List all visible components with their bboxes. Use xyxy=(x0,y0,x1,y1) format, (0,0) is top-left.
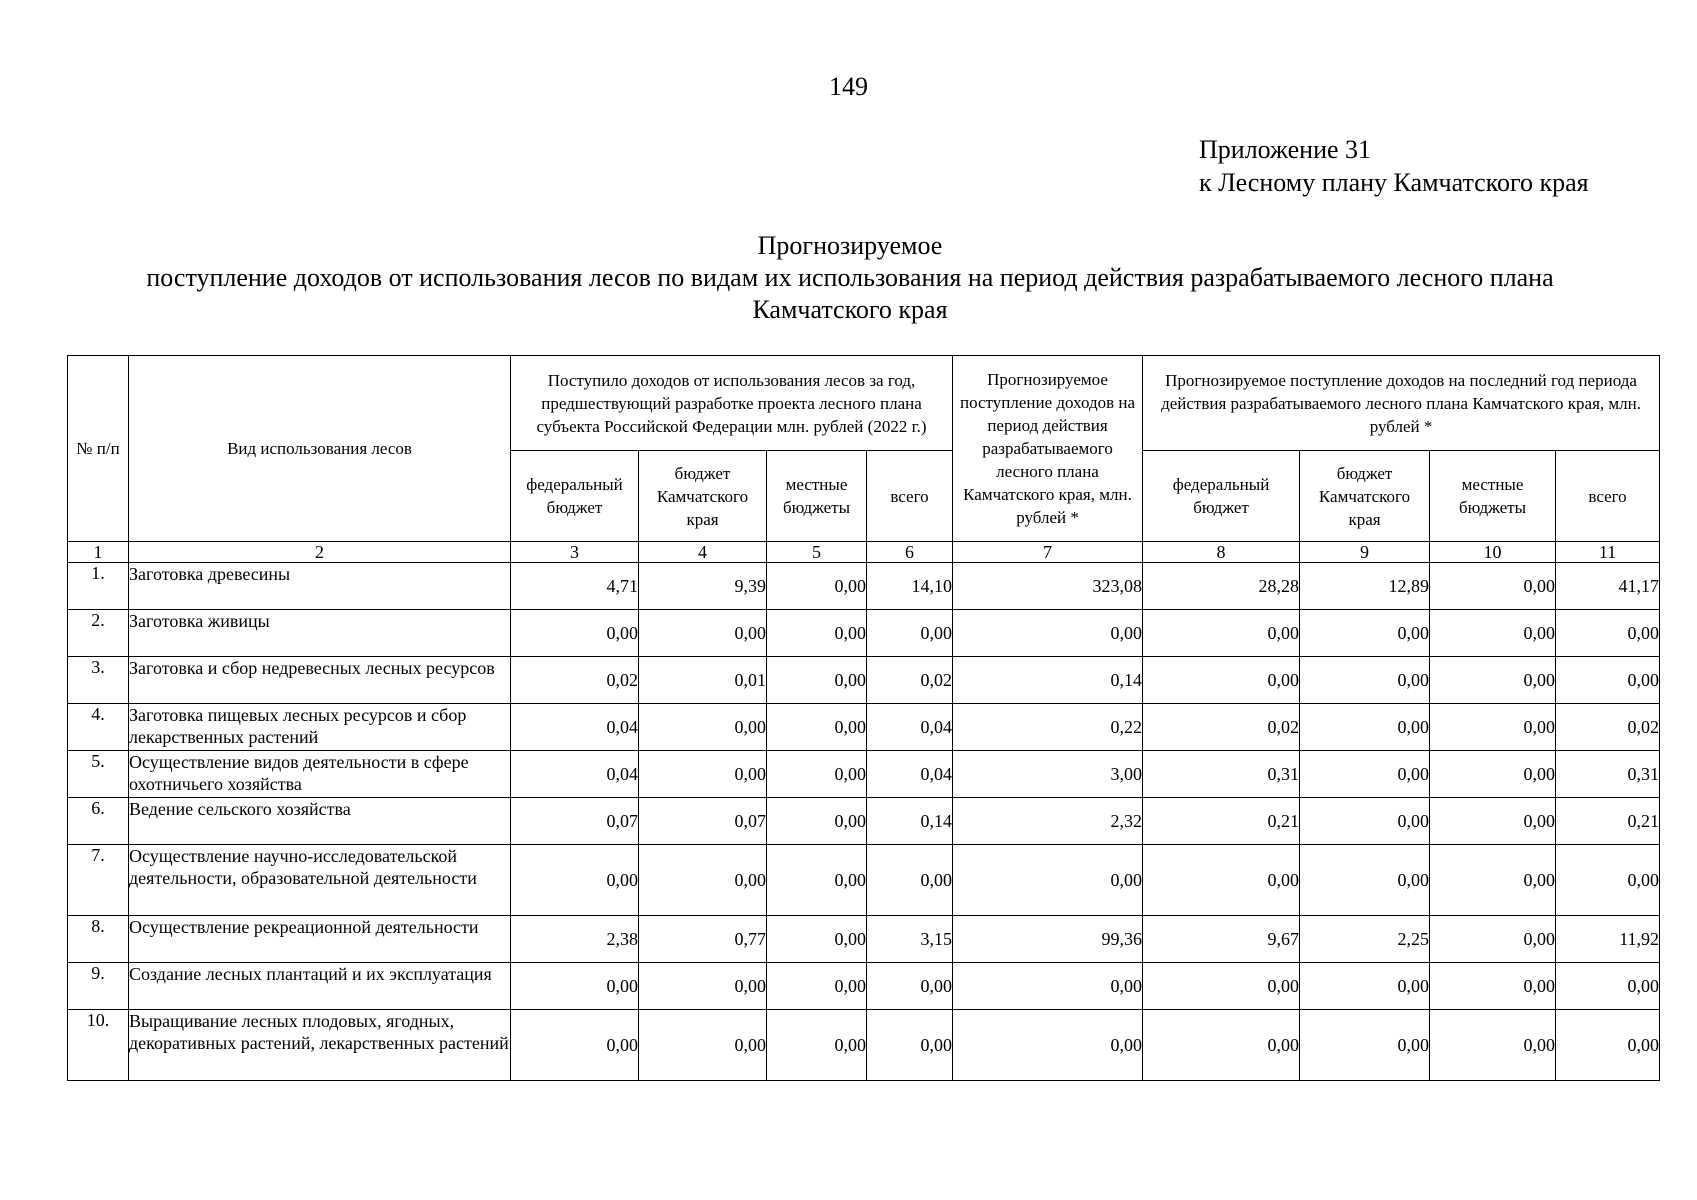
cell-value: 0,00 xyxy=(767,963,867,1010)
cell-value: 0,00 xyxy=(1430,751,1556,798)
cell-value: 0,07 xyxy=(639,798,767,845)
cell-value: 0,01 xyxy=(639,657,767,704)
forest-use-name: Заготовка пищевых лесных ресурсов и сбор лекарственных растений xyxy=(129,704,511,751)
cell-value: 3,00 xyxy=(953,751,1143,798)
cell-value: 0,00 xyxy=(953,1010,1143,1081)
cell-value: 11,92 xyxy=(1556,916,1660,963)
cell-value: 0,00 xyxy=(1430,916,1556,963)
forest-use-name: Заготовка живицы xyxy=(129,610,511,657)
cell-value: 0,00 xyxy=(1143,657,1300,704)
forest-use-name: Осуществление видов деятельности в сфере охотничьего хозяйства xyxy=(129,751,511,798)
cell-value: 3,15 xyxy=(867,916,953,963)
cell-value: 0,00 xyxy=(867,610,953,657)
cell-value: 0,00 xyxy=(511,845,639,916)
title-line-3: Камчатского края xyxy=(752,295,948,324)
cell-value: 0,00 xyxy=(1556,610,1660,657)
cell-value: 0,00 xyxy=(1556,845,1660,916)
cell-value: 0,00 xyxy=(1430,845,1556,916)
cell-value: 0,00 xyxy=(867,1010,953,1081)
cell-value: 0,00 xyxy=(767,610,867,657)
column-number: 9 xyxy=(1300,542,1430,563)
cell-value: 2,25 xyxy=(1300,916,1430,963)
forest-use-name: Создание лесных плантаций и их эксплуатация xyxy=(129,963,511,1010)
cell-value: 0,00 xyxy=(1430,610,1556,657)
cell-value: 0,00 xyxy=(1300,657,1430,704)
column-number: 8 xyxy=(1143,542,1300,563)
cell-value: 0,14 xyxy=(953,657,1143,704)
cell-value: 0,00 xyxy=(953,845,1143,916)
cell-value: 0,00 xyxy=(1143,845,1300,916)
cell-value: 0,00 xyxy=(1300,751,1430,798)
header-local-budgets: местные бюджеты xyxy=(767,451,867,542)
table-row xyxy=(68,751,1660,798)
cell-value: 4,71 xyxy=(511,563,639,610)
cell-value: 0,00 xyxy=(1430,704,1556,751)
title-line-1: Прогнозируемое xyxy=(757,231,943,260)
column-number: 1 xyxy=(68,542,129,563)
document-title xyxy=(60,230,1640,326)
cell-value: 0,31 xyxy=(1143,751,1300,798)
column-number: 6 xyxy=(867,542,953,563)
cell-value: 0,00 xyxy=(639,963,767,1010)
cell-value: 0,00 xyxy=(767,845,867,916)
cell-value: 0,00 xyxy=(1556,657,1660,704)
column-number: 5 xyxy=(767,542,867,563)
page-number: 149 xyxy=(829,72,868,101)
cell-value: 0,02 xyxy=(1143,704,1300,751)
cell-value: 0,00 xyxy=(767,704,867,751)
cell-value: 0,00 xyxy=(953,610,1143,657)
cell-value: 0,00 xyxy=(1300,963,1430,1010)
cell-value: 323,08 xyxy=(953,563,1143,610)
column-number-row xyxy=(68,542,1660,563)
cell-value: 0,00 xyxy=(1300,845,1430,916)
table-row xyxy=(68,563,1660,610)
cell-value: 0,21 xyxy=(1556,798,1660,845)
cell-value: 0,00 xyxy=(767,798,867,845)
column-number: 2 xyxy=(129,542,511,563)
cell-value: 0,00 xyxy=(1556,1010,1660,1081)
cell-value: 9,39 xyxy=(639,563,767,610)
table-row xyxy=(68,704,1660,751)
cell-value: 14,10 xyxy=(867,563,953,610)
forest-use-name: Ведение сельского хозяйства xyxy=(129,798,511,845)
header-total: всего xyxy=(1556,451,1660,542)
header-forecast-period: Прогнозируемое поступление доходов на период действия разрабатываемого лесного плана Камчатского края, млн. рублей * xyxy=(953,356,1143,542)
cell-value: 0,00 xyxy=(639,1010,767,1081)
cell-value: 0,00 xyxy=(767,1010,867,1081)
cell-value: 0,00 xyxy=(639,610,767,657)
row-number: 10. xyxy=(68,1010,129,1081)
cell-value: 0,00 xyxy=(639,751,767,798)
column-number: 3 xyxy=(511,542,639,563)
cell-value: 0,04 xyxy=(511,704,639,751)
table-row xyxy=(68,963,1660,1010)
cell-value: 0,00 xyxy=(1143,963,1300,1010)
table-row xyxy=(68,798,1660,845)
forest-use-name: Осуществление научно-исследовательской деятельности, образовательной деятельности xyxy=(129,845,511,916)
cell-value: 0,02 xyxy=(511,657,639,704)
cell-value: 0,07 xyxy=(511,798,639,845)
row-number: 5. xyxy=(68,751,129,798)
cell-value: 2,38 xyxy=(511,916,639,963)
cell-value: 0,00 xyxy=(511,963,639,1010)
cell-value: 0,00 xyxy=(1430,798,1556,845)
header-forecast-last-year: Прогнозируемое поступление доходов на последний год периода действия разрабатываемого лесного плана Камчатского края, млн. рублей * xyxy=(1143,356,1660,451)
header-forest-use-type: Вид использования лесов xyxy=(129,356,511,542)
cell-value: 0,14 xyxy=(867,798,953,845)
cell-value: 0,21 xyxy=(1143,798,1300,845)
cell-value: 0,00 xyxy=(1300,610,1430,657)
cell-value: 99,36 xyxy=(953,916,1143,963)
cell-value: 0,00 xyxy=(1300,798,1430,845)
cell-value: 0,00 xyxy=(639,704,767,751)
header-local-budgets: местные бюджеты xyxy=(1430,451,1556,542)
table-row xyxy=(68,845,1660,916)
cell-value: 0,00 xyxy=(953,963,1143,1010)
cell-value: 0,00 xyxy=(767,916,867,963)
cell-value: 0,00 xyxy=(1430,963,1556,1010)
row-number: 7. xyxy=(68,845,129,916)
row-number: 8. xyxy=(68,916,129,963)
row-number: 9. xyxy=(68,963,129,1010)
table-row xyxy=(68,610,1660,657)
cell-value: 0,02 xyxy=(1556,704,1660,751)
header-federal-budget: федеральный бюджет xyxy=(1143,451,1300,542)
cell-value: 0,00 xyxy=(1143,610,1300,657)
cell-value: 12,89 xyxy=(1300,563,1430,610)
column-number: 10 xyxy=(1430,542,1556,563)
cell-value: 0,04 xyxy=(867,751,953,798)
cell-value: 41,17 xyxy=(1556,563,1660,610)
header-federal-budget: федеральный бюджет xyxy=(511,451,639,542)
cell-value: 0,00 xyxy=(1430,1010,1556,1081)
cell-value: 0,22 xyxy=(953,704,1143,751)
cell-value: 0,00 xyxy=(1556,963,1660,1010)
cell-value: 9,67 xyxy=(1143,916,1300,963)
forest-use-name: Осуществление рекреационной деятельности xyxy=(129,916,511,963)
title-line-2: поступление доходов от использования лесов по видам их использования на период действия разрабатываемого лесного плана xyxy=(146,263,1554,292)
cell-value: 0,00 xyxy=(511,1010,639,1081)
appendix-line-1: Приложение 31 xyxy=(1199,135,1372,164)
appendix-note xyxy=(1199,133,1589,199)
cell-value: 0,02 xyxy=(867,657,953,704)
header-regional-budget: бюджет Камчатского края xyxy=(1300,451,1430,542)
table-row xyxy=(68,657,1660,704)
cell-value: 28,28 xyxy=(1143,563,1300,610)
table-row xyxy=(68,1010,1660,1081)
cell-value: 0,00 xyxy=(767,657,867,704)
cell-value: 0,00 xyxy=(767,563,867,610)
column-number: 7 xyxy=(953,542,1143,563)
cell-value: 2,32 xyxy=(953,798,1143,845)
cell-value: 0,04 xyxy=(511,751,639,798)
column-number: 4 xyxy=(639,542,767,563)
header-total: всего xyxy=(867,451,953,542)
row-number: 6. xyxy=(68,798,129,845)
forest-use-name: Заготовка древесины xyxy=(129,563,511,610)
cell-value: 0,00 xyxy=(1143,1010,1300,1081)
header-received-2022: Поступило доходов от использования лесов за год, предшествующий разработке проекта лесного плана субъекта Российской Федерации млн. рублей (2022 г.) xyxy=(511,356,953,451)
row-number: 3. xyxy=(68,657,129,704)
forest-use-name: Выращивание лесных плодовых, ягодных, декоративных растений, лекарственных растений xyxy=(129,1010,511,1081)
cell-value: 0,77 xyxy=(639,916,767,963)
cell-value: 0,04 xyxy=(867,704,953,751)
header-regional-budget: бюджет Камчатского края xyxy=(639,451,767,542)
row-number: 1. xyxy=(68,563,129,610)
cell-value: 0,00 xyxy=(867,845,953,916)
row-number: 2. xyxy=(68,610,129,657)
cell-value: 0,00 xyxy=(1430,563,1556,610)
table-row xyxy=(68,916,1660,963)
cell-value: 0,00 xyxy=(511,610,639,657)
column-number: 11 xyxy=(1556,542,1660,563)
forest-use-name: Заготовка и сбор недревесных лесных ресурсов xyxy=(129,657,511,704)
cell-value: 0,00 xyxy=(1300,704,1430,751)
cell-value: 0,00 xyxy=(639,845,767,916)
cell-value: 0,00 xyxy=(1300,1010,1430,1081)
income-forecast-table xyxy=(67,355,1660,1081)
row-number: 4. xyxy=(68,704,129,751)
appendix-line-2: к Лесному плану Камчатского края xyxy=(1199,168,1589,197)
cell-value: 0,00 xyxy=(767,751,867,798)
cell-value: 0,00 xyxy=(1430,657,1556,704)
header-num: № п/п xyxy=(68,356,129,542)
cell-value: 0,31 xyxy=(1556,751,1660,798)
cell-value: 0,00 xyxy=(867,963,953,1010)
